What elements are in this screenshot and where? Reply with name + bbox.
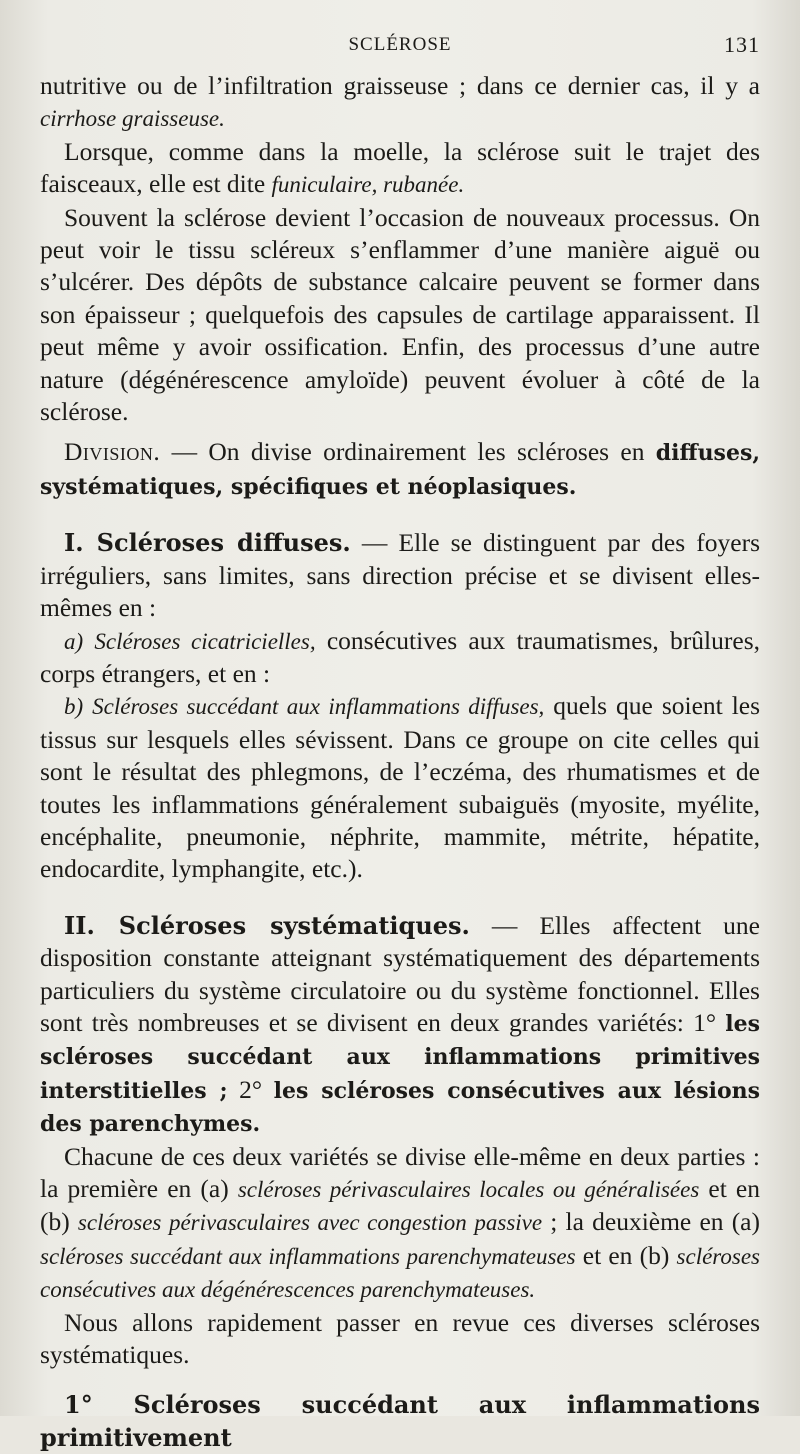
italic-term: Scléroses cicatricielles, (94, 628, 316, 654)
italic-term: scléroses périvasculaires avec congestion passive (77, 1210, 543, 1236)
bold-term: les scléroses consécutives aux lésions des parenchymes. (40, 1077, 761, 1138)
division-label: Division. (64, 437, 161, 467)
paragraph-division (40, 436, 760, 503)
paragraph-text: ; la deuxième en (a) (542, 1207, 760, 1237)
body-text (40, 70, 760, 1454)
section-heading: II. Scléroses systématiques. (64, 910, 470, 940)
bold-term: les scléroses succédant aux inflammations primitives interstitielles ; (40, 1010, 760, 1104)
italic-term: scléroses succédant aux inflammations parenchymateuses (40, 1243, 576, 1269)
running-head (40, 30, 760, 70)
item-marker: b) (64, 694, 84, 720)
paragraph-text: consécutives aux traumatismes, brûlures, corps étrangers, et en : (40, 625, 760, 688)
paragraph-text: 2° (227, 1074, 274, 1104)
paragraph-processus: Souvent la sclérose devient l’occasion de nouveaux processus. On peut voir le tissu scléreux s’enflammer d’une manière aiguë ou s’ulcérer. Des dépôts de substance calcaire peuvent se former dans son épaisseur ; quelquefois des capsules de cartilage apparaissent. Il peut même y avoir ossification. Enfin, des processus d’une autre nature (dégénérescence amyloïde) peuvent évoluer à côté de la sclérose. (40, 202, 760, 427)
italic-term: scléroses consécutives aux dégénérescences parenchymateuses. (40, 1243, 760, 1303)
italic-term: cirrhose graisseuse. (40, 106, 225, 132)
paragraph-chacune (40, 1141, 760, 1307)
paragraph-nous: Nous allons rapidement passer en revue ces diverses scléroses systématiques. (40, 1307, 760, 1370)
paragraph-text: et en (b) (575, 1240, 677, 1270)
italic-term: funiculaire, rubanée. (271, 172, 465, 198)
paragraph-text: et en (b) (40, 1174, 760, 1237)
paragraph-text: Lorsque, comme dans la moelle, la sclérose suit le trajet des faisceaux, elle est dite (40, 136, 760, 199)
subsection-title: 1° Scléroses succédant aux inflammations primitivement (40, 1390, 760, 1452)
bold-term: diffuses, systématiques, spécifiques et néoplasiques. (40, 440, 760, 500)
paragraph-text: quels que soient les tissus sur lesquels elles sévissent. Dans ce groupe on cite celles qui sont le résultat des phlegmons, de l’eczéma, des rhumatismes et de toutes les inflammations généralement subaiguës (myosite, myélite, encéphalite, pneumonie, néphrite, mammite, métrite, hépatite, endocardite, lymphangite, etc.). (40, 691, 761, 884)
page-number: 131 (724, 32, 760, 57)
list-item-b (40, 690, 760, 885)
italic-term: Scléroses succédant aux inflammations diffuses, (92, 694, 545, 720)
paragraph-text: Chacune de ces deux variétés se divise elle-même en deux parties : la première en (a) (40, 1141, 760, 1203)
paragraph-text: nutritive ou de l’infiltration graisseuse ; dans ce dernier cas, il y a (40, 71, 760, 100)
item-marker: a) (64, 628, 84, 654)
paragraph-text: — Elle se distinguent par des foyers irréguliers, sans limites, sans direction précise et se divisent elles-mêmes en : (40, 528, 761, 623)
section-systematiques (40, 910, 760, 1141)
paragraph-moelle (40, 136, 760, 202)
section-heading: I. Scléroses diffuses. (64, 528, 351, 558)
paragraph-text: — Elles affectent une disposition constante atteignant systématiquement des départements particuliers du système circulatoire ou du système fonctionnel. Elles sont très nombreuses et se divisent en deux grandes variétés: 1° (40, 910, 760, 1037)
list-item-a (40, 625, 760, 691)
paragraph-infiltration (40, 70, 760, 136)
italic-term: scléroses périvasculaires locales ou généralisées (237, 1177, 700, 1202)
running-title: SCLÉROSE (348, 34, 452, 55)
paragraph-text: — On divise ordinairement les scléroses en (160, 437, 656, 467)
section-diffuses (40, 527, 760, 624)
subsection-heading (40, 1389, 760, 1454)
